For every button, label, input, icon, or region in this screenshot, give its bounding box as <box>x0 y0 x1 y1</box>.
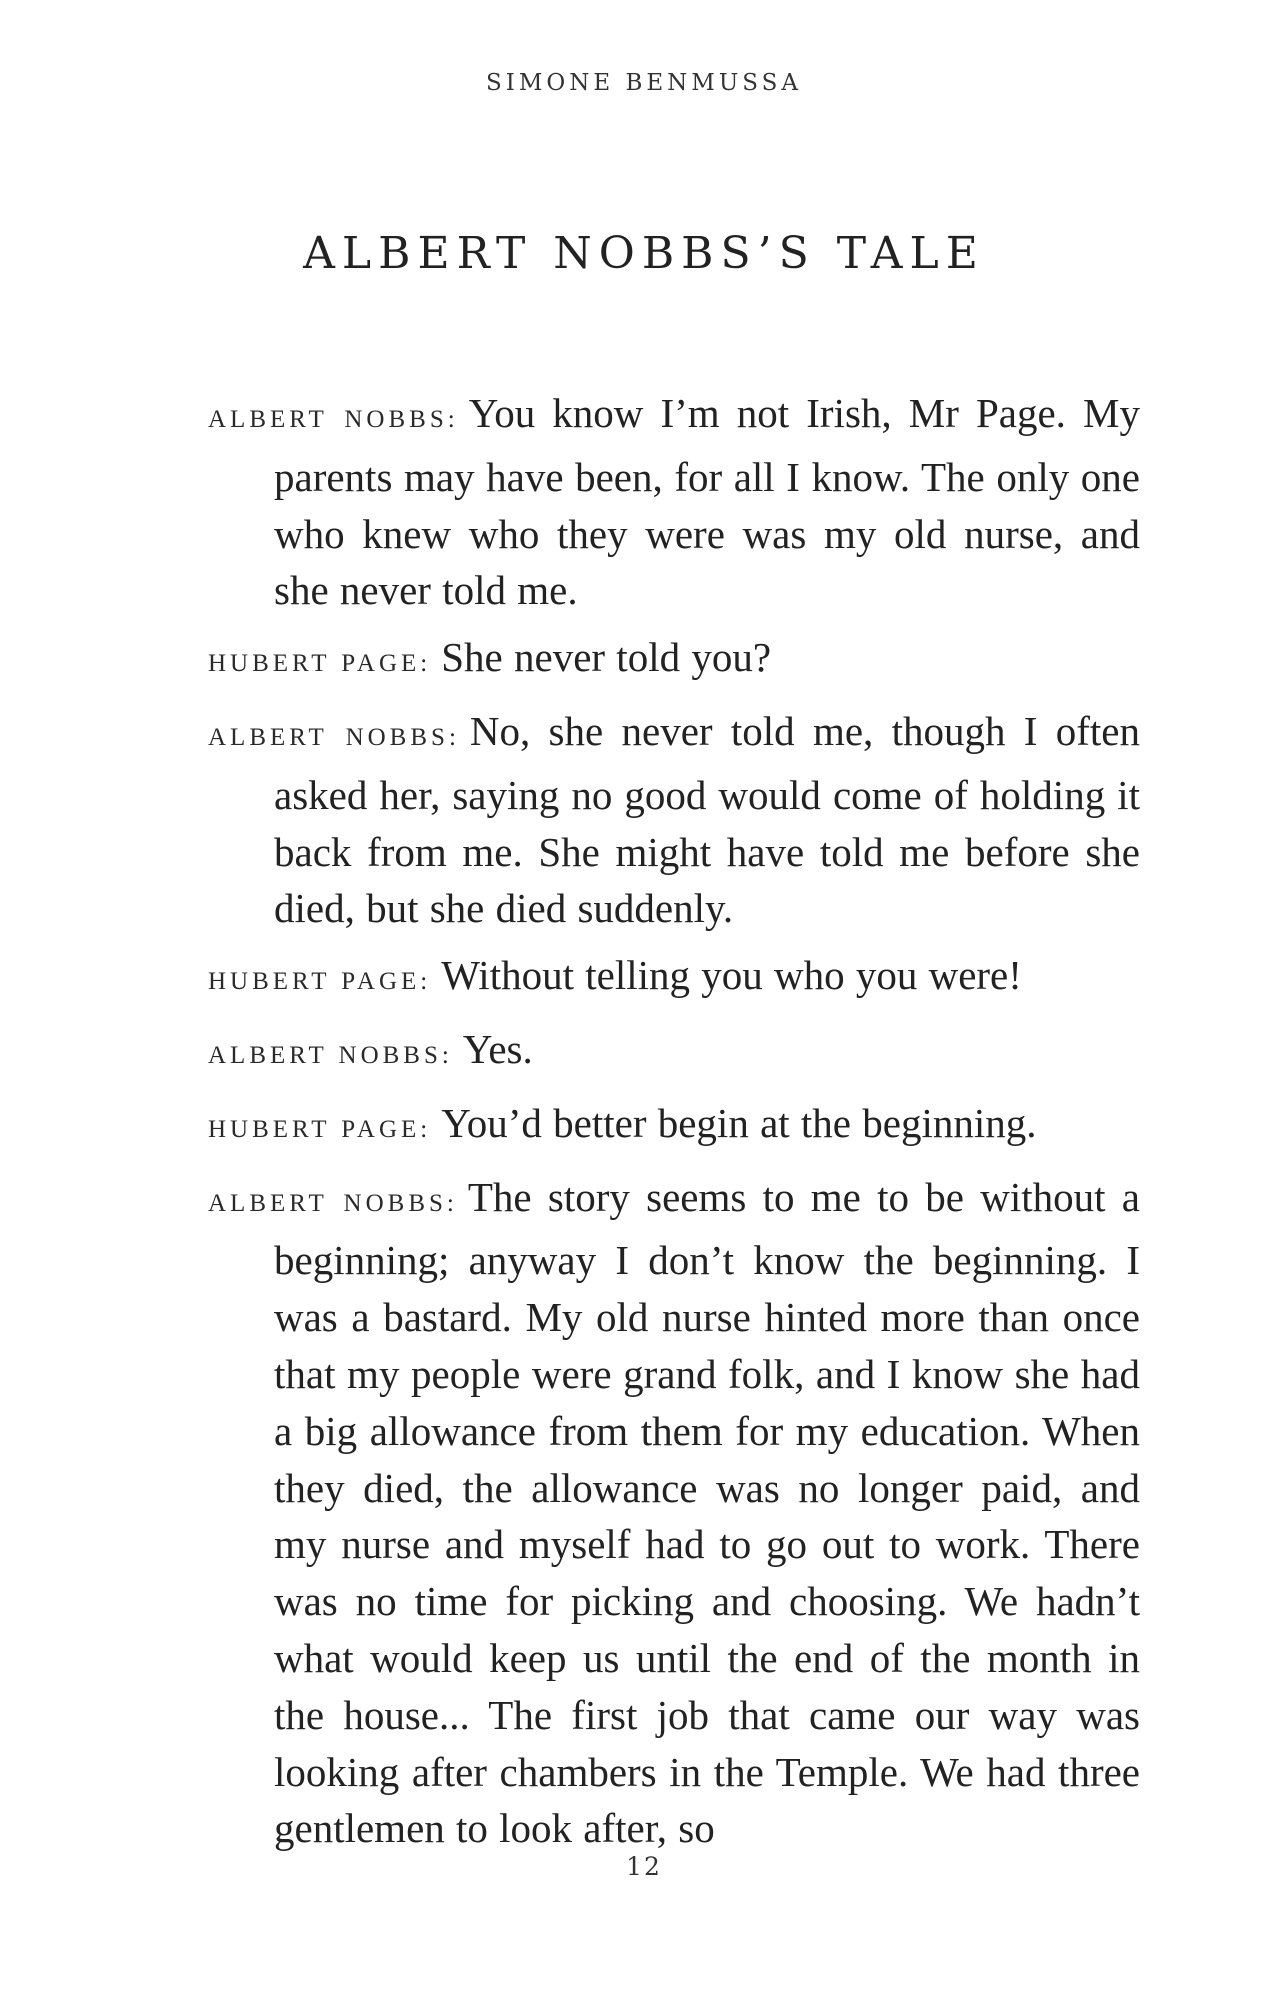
speech-text: You’d better begin at the beginning. <box>441 1099 1037 1146</box>
speech: ALBERT NOBBS: No, she never told me, though I often asked her, saying no good would come of holding it back from me. She might have told me before she died, but she died suddenly. <box>208 707 1140 932</box>
speech-text: You know I’m not Irish, Mr Page. My parents may have been, for all I know. The only one who knew who they were was my old nurse, and she never told me. <box>274 390 1140 614</box>
speech-text: The story seems to me to be without a beginning; anyway I don’t know the beginning. I was a bastard. My old nurse hinted more than once that my people were grand folk, and I know she had a big allowance from them for my education. When they died, the allowance was no longer paid, and my nurse and myself had to go out to work. There was no time for picking and choosing. We hadn’t what would keep us until the end of the month in the house... The first job that came our way was looking after chambers in the Temple. We had three gentlemen to look after, so <box>274 1173 1140 1852</box>
speech: ALBERT NOBBS: Yes. <box>208 1025 533 1072</box>
speech: HUBERT PAGE: Without telling you who you were! <box>208 952 1022 999</box>
speech: HUBERT PAGE: She never told you? <box>208 634 772 681</box>
speaker-name: ALBERT NOBBS <box>208 723 449 751</box>
speech-text: Yes. <box>462 1025 533 1072</box>
running-head: SIMONE BENMUSSA <box>486 70 802 96</box>
speaker-name: HUBERT PAGE <box>208 968 421 996</box>
speech-text: She never told you? <box>441 634 772 681</box>
speech-text: Without telling you who you were! <box>441 952 1022 999</box>
speech: ALBERT NOBBS: You know I’m not Irish, Mr Page. My parents may have been, for all I know. The only one who knew who they were was my old nurse, and she never told me. <box>208 390 1140 614</box>
speech-text: No, she never told me, though I often asked her, saying no good would come of holding it back from me. She might have told me before she died, but she died suddenly. <box>274 707 1140 932</box>
page-number: 12 <box>626 1852 662 1881</box>
speech: ALBERT NOBBS: The story seems to me to be without a beginning; anyway I don’t know the beginning. I was a bastard. My old nurse hinted more than once that my people were grand folk, and I know she had a big allowance from them for my education. When they died, the allowance was no longer paid, and my nurse and myself had to go out to work. There was no time for picking and choosing. We hadn’t what would keep us until the end of the month in the house... The first job that came our way was looking after chambers in the Temple. We had three gentlemen to look after, so <box>208 1173 1140 1852</box>
speaker-name: HUBERT PAGE <box>208 650 421 678</box>
dialogue-block <box>208 385 1140 1867</box>
speaker-name: HUBERT PAGE <box>208 1115 421 1143</box>
speaker-name: ALBERT NOBBS <box>208 1041 442 1069</box>
speaker-name: ALBERT NOBBS <box>208 1189 447 1217</box>
speaker-name: ALBERT NOBBS <box>208 406 448 433</box>
page-title: ALBERT NOBBS’S TALE <box>303 228 985 279</box>
speech: HUBERT PAGE: You’d better begin at the beginning. <box>208 1099 1037 1146</box>
